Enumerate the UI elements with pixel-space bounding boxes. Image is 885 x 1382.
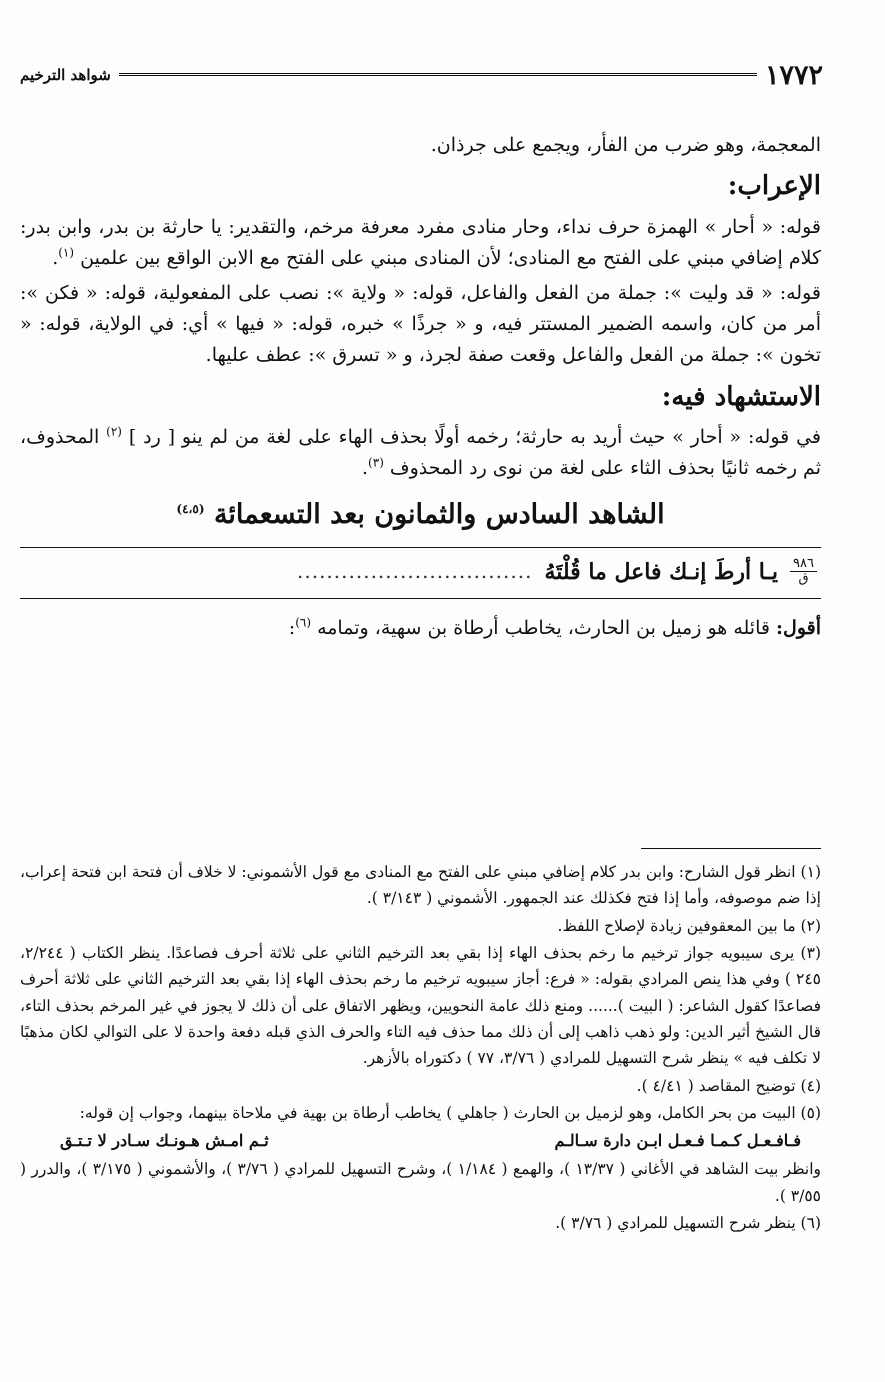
footnote-separator — [641, 848, 821, 849]
footnote-ref: (٣) — [368, 456, 384, 471]
paragraph-continuation: المعجمة، وهو ضرب من الفأر، ويجمع على جرذان. — [430, 134, 821, 156]
verse-hemistich-2: ثـم امـش هـونـك سـادر لا تـتـق — [60, 1131, 269, 1151]
footnote-6: (٦) ينظر شرح التسهيل للمرادي ( ٣/٧٦ ). — [555, 1214, 821, 1233]
verse-box — [20, 547, 821, 599]
section-heading-irab: الإعراب: — [727, 171, 821, 202]
footnote-5: (٥) البيت من بحر الكامل، وهو لزميل بن الحارث ( جاهلي ) يخاطب أرطاة بن بهية في ملاحاة بينهما، وجواب إن قوله: — [79, 1104, 821, 1123]
footnote-5-continued: وانظر بيت الشاهد في الأغاني ( ١٣/٣٧ )، والهمع ( ١/١٨٤ )، وشرح التسهيل للمرادي ( ٣/٧٦ )، والأشموني ( ٣/١٧٥ )، والدرر ( ٣/٥٥ ). — [20, 1160, 822, 1205]
footnote-ref: (١) — [58, 245, 75, 260]
footnote-3: (٣) يرى سيبويه جواز ترخيم ما رخم بحذف الهاء إذا بقي بعد الترخيم الثاني على ثلاثة أحرف فصاعدًا. ينظر الكتاب ( ٢/٢٤٤، ٢٤٥ ) وفي هذا ينص المرادي بقوله: « فرع: أجاز سيبويه ترخيم ما رخم بحذف الهاء إذا بقي بعد الترخيم الثاني على ثلاثة أحرف فصاعدًا كقول الشاعر: ( البيت )...... ومنع ذلك عامة النحويين، ويظهر الاتفاق على أن ذلك لا يجوز في غير المرخم بحذف التاء، قال الشيخ أثير الدين: ولو ذهب ذاهب إلى أن ذلك مما حذف فيه التاء والحرف الذي قبله دفعة واحدة لا على التوالي لكان مذهبًا لا تكلف فيه » ينظر شرح التسهيل للمرادي ( ٣/٧٦، ٧٧ ) دكتوراه بالأزهر. — [20, 944, 821, 1068]
paragraph-aqul: أقول: قائله هو زميل بن الحارث، يخاطب أرطاة بن سهية، وتمامه $^{(٦)}$: — [288, 615, 821, 639]
verse-number: ٩٨٦ ق — [790, 557, 817, 587]
footnote-ref: (٢) — [106, 424, 122, 439]
running-title: شواهد الترخيم — [20, 66, 111, 84]
shahid-title: الشاهد السادس والثمانون بعد التسعمائة $^{(٤،٥)}$ — [176, 498, 665, 530]
verse-text: يـا أرطَ إنـك فاعل ما قُلْتَهُ — [544, 558, 779, 585]
footnote-1: (١) انظر قول الشارح: وابن بدر كلام إضافي مبني على الفتح مع المنادى مع قول الأشموني: لا خلاف أن فتحة ابن فتحة إعراب، إذا ضم موصوفه، وأما إذا فتح فكذلك عند الجمهور. الأشموني ( ٣/١٤٣ ). — [20, 863, 821, 908]
section-heading-istishhad: الاستشهاد فيه: — [661, 381, 821, 412]
footnote-ref: (٤،٥) — [176, 501, 205, 516]
footnote-ref: (٦) — [295, 615, 312, 630]
verse-hemistich-1: فـافـعـل كـمـا فـعـل ابـن دارة سـالـم — [554, 1131, 801, 1151]
paragraph-irab-1: قوله: « أحار » الهمزة حرف نداء، وحار منادى مفرد معرفة مرخم، والتقدير: يا حارثة بن بدر، وابن بدر: كلام إضافي مبني على الفتح مع المنادى؛ لأن المنادى مبني على الفتح مع الابن الواقع بين علمين $^{(١)}$. — [20, 215, 821, 269]
main-text — [20, 130, 821, 648]
footnote-2: (٢) ما بين المعقوفين زيادة لإصلاح اللفظ. — [557, 916, 821, 935]
header-rule — [119, 73, 757, 78]
paragraph-irab-2: قوله: « قد وليت »: جملة من الفعل والفاعل، قوله: « ولاية »: نصب على المفعولية، قوله: « فكن »: أمر من كان، واسمه الضمير المستتر فيه، و « جرذًا » خبره، قوله: « فيها » أي: في الولاية، قوله: « تخون »: جملة من الفعل والفاعل وقعت صفة لجرذ، و « تسرق »: عطف عليها. — [20, 282, 821, 367]
footnotes — [20, 848, 821, 1237]
paragraph-istishhad: في قوله: « أحار » حيث أريد به حارثة؛ رخمه أولًا بحذف الهاء على لغة من لم ينو [ رد ] $^{(٢)}$ المحذوف، ثم رخمه ثانيًا بحذف الثاء على لغة من نوى رد المحذوف $^{(٣)}$. — [20, 424, 821, 480]
footnote-verse — [20, 1127, 821, 1156]
footnote-4: (٤) توضيح المقاصد ( ٤/٤١ ). — [636, 1076, 821, 1095]
verse-ellipsis: ................................ — [297, 559, 533, 584]
page-header — [20, 58, 823, 92]
page-number: ١٧٧٢ — [764, 59, 823, 91]
